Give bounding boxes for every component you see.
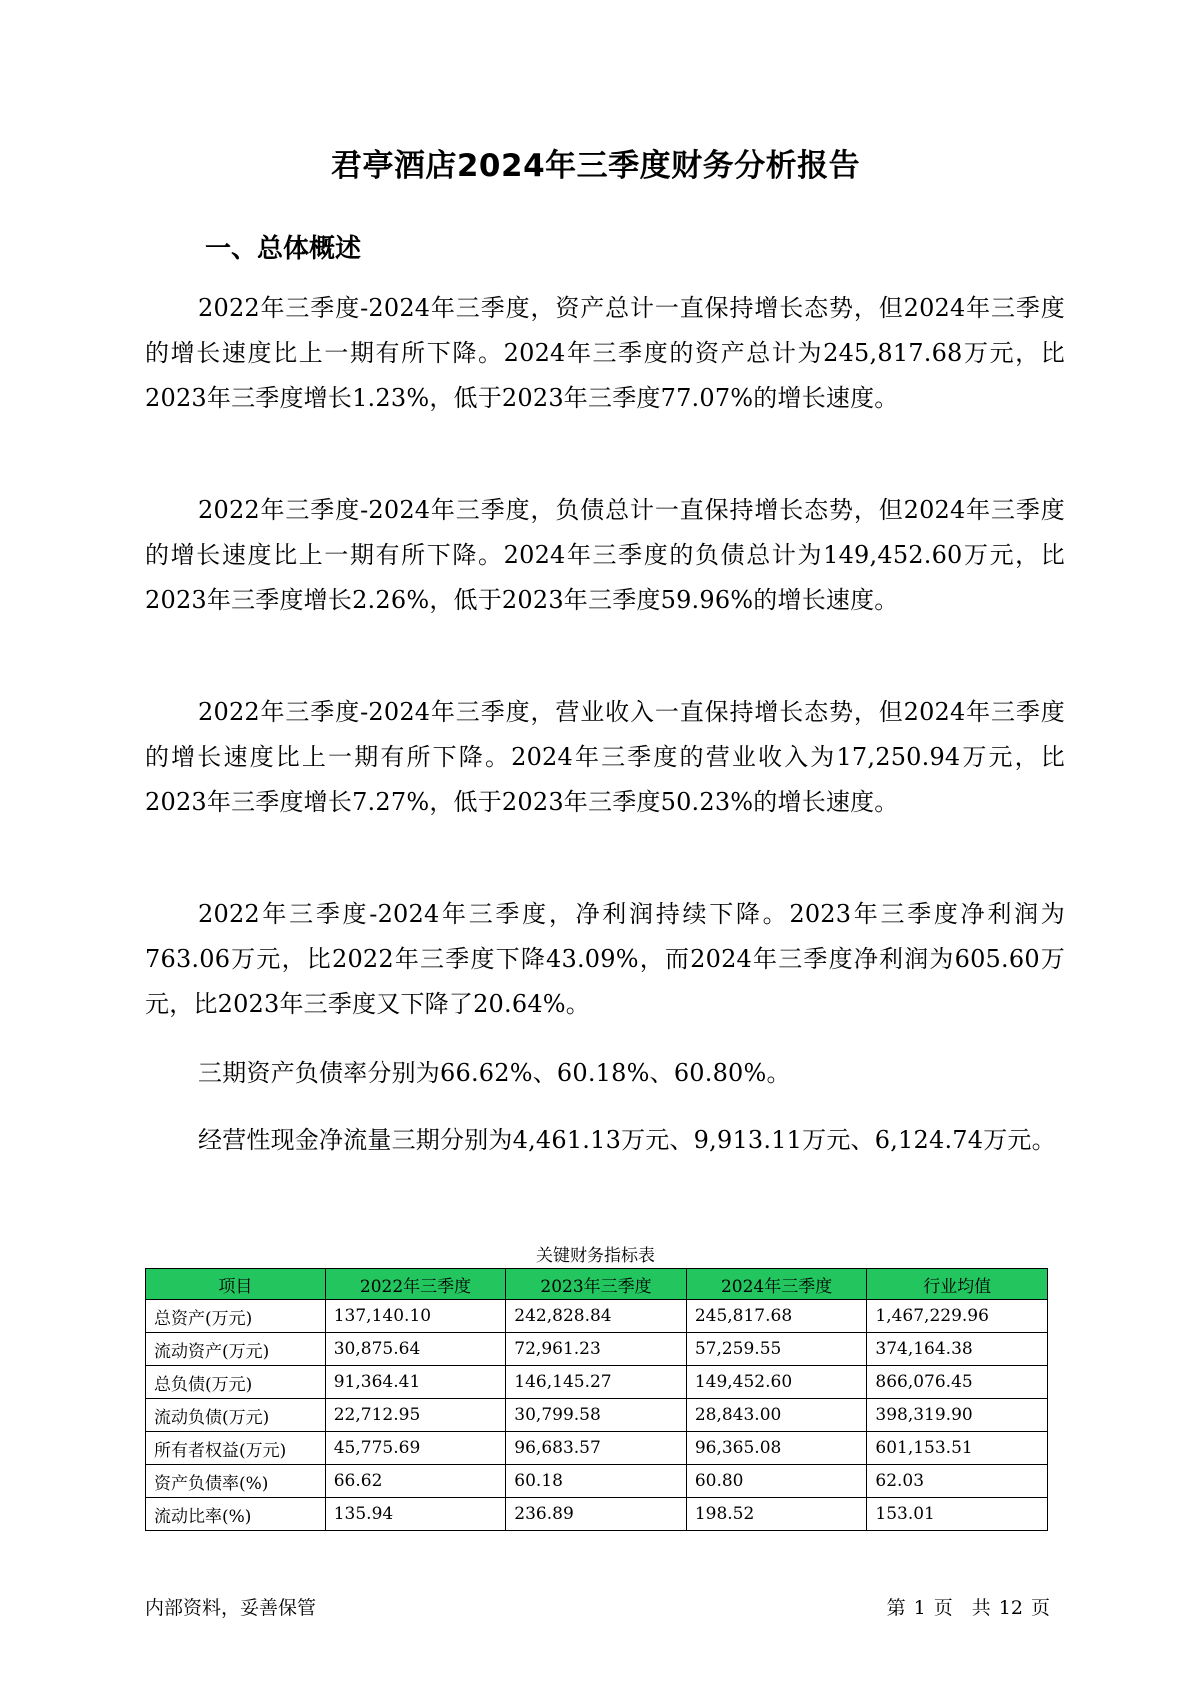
table-caption: 关键财务指标表 (536, 1246, 655, 1266)
cell-value: 242,828.84 (506, 1300, 687, 1333)
cell-value: 137,140.10 (325, 1300, 506, 1333)
paragraph-liabilities: 2022年三季度-2024年三季度，负债总计一直保持增长态势，但2024年三季度的增长速度比上一期有所下降。2024年三季度的负债总计为149,452.60万元，比2023年三季度增长2.26%，低于2023年三季度59.96%的增长速度。 (145, 496, 1065, 614)
cell-value: 866,076.45 (867, 1366, 1048, 1399)
cell-value: 62.03 (867, 1465, 1048, 1498)
document-title: 君亭酒店2024年三季度财务分析报告 (330, 148, 861, 184)
financial-indicators-table (145, 1268, 1048, 1531)
paragraph-net-profit: 2022年三季度-2024年三季度，净利润持续下降。2023年三季度净利润为763.06万元，比2022年三季度下降43.09%，而2024年三季度净利润为605.60万元，比2023年三季度又下降了20.64%。 (145, 900, 1065, 1018)
cell-value: 30,799.58 (506, 1399, 687, 1432)
row-label: 流动负债(万元) (146, 1399, 326, 1432)
cell-value: 374,164.38 (867, 1333, 1048, 1366)
section-heading: 一、总体概述 (205, 234, 362, 264)
table-row (146, 1432, 1048, 1465)
table-row (146, 1333, 1048, 1366)
table-row (146, 1465, 1048, 1498)
cell-value: 66.62 (325, 1465, 506, 1498)
row-label: 流动比率(%) (146, 1498, 326, 1531)
cell-value: 60.18 (506, 1465, 687, 1498)
cell-value: 153.01 (867, 1498, 1048, 1531)
cell-value: 91,364.41 (325, 1366, 506, 1399)
cell-value: 245,817.68 (686, 1300, 867, 1333)
row-label: 流动资产(万元) (146, 1333, 326, 1366)
footer-page-number: 第 1 页 共 12 页 (886, 1597, 1050, 1619)
header-industry-average: 行业均值 (867, 1269, 1048, 1300)
table-row (146, 1498, 1048, 1531)
footer-confidential-note: 内部资料，妥善保管 (145, 1597, 317, 1619)
cell-value: 236.89 (506, 1498, 687, 1531)
paragraph-assets: 2022年三季度-2024年三季度，资产总计一直保持增长态势，但2024年三季度的增长速度比上一期有所下降。2024年三季度的资产总计为245,817.68万元，比2023年三季度增长1.23%，低于2023年三季度77.07%的增长速度。 (145, 294, 1065, 412)
table-row (146, 1366, 1048, 1399)
row-label: 资产负债率(%) (146, 1465, 326, 1498)
header-item: 项目 (146, 1269, 326, 1300)
row-label: 所有者权益(万元) (146, 1432, 326, 1465)
cell-value: 45,775.69 (325, 1432, 506, 1465)
cell-value: 57,259.55 (686, 1333, 867, 1366)
header-2023q3: 2023年三季度 (506, 1269, 687, 1300)
cell-value: 1,467,229.96 (867, 1300, 1048, 1333)
table-row (146, 1399, 1048, 1432)
cell-value: 96,683.57 (506, 1432, 687, 1465)
cell-value: 22,712.95 (325, 1399, 506, 1432)
cell-value: 28,843.00 (686, 1399, 867, 1432)
cell-value: 198.52 (686, 1498, 867, 1531)
cell-value: 601,153.51 (867, 1432, 1048, 1465)
row-label: 总资产(万元) (146, 1300, 326, 1333)
cell-value: 135.94 (325, 1498, 506, 1531)
cell-value: 96,365.08 (686, 1432, 867, 1465)
header-2024q3: 2024年三季度 (686, 1269, 867, 1300)
header-2022q3: 2022年三季度 (325, 1269, 506, 1300)
row-label: 总负债(万元) (146, 1366, 326, 1399)
cell-value: 60.80 (686, 1465, 867, 1498)
cell-value: 149,452.60 (686, 1366, 867, 1399)
cell-value: 146,145.27 (506, 1366, 687, 1399)
cell-value: 30,875.64 (325, 1333, 506, 1366)
paragraph-cash-flow: 经营性现金净流量三期分别为4,461.13万元、9,913.11万元、6,124.74万元。 (198, 1126, 1056, 1154)
table-row (146, 1300, 1048, 1333)
paragraph-debt-ratio: 三期资产负债率分别为66.62%、60.18%、60.80%。 (198, 1059, 791, 1087)
paragraph-revenue: 2022年三季度-2024年三季度，营业收入一直保持增长态势，但2024年三季度的增长速度比上一期有所下降。2024年三季度的营业收入为17,250.94万元，比2023年三季度增长7.27%，低于2023年三季度50.23%的增长速度。 (145, 698, 1065, 816)
table-header-row (146, 1269, 1048, 1300)
cell-value: 398,319.90 (867, 1399, 1048, 1432)
cell-value: 72,961.23 (506, 1333, 687, 1366)
